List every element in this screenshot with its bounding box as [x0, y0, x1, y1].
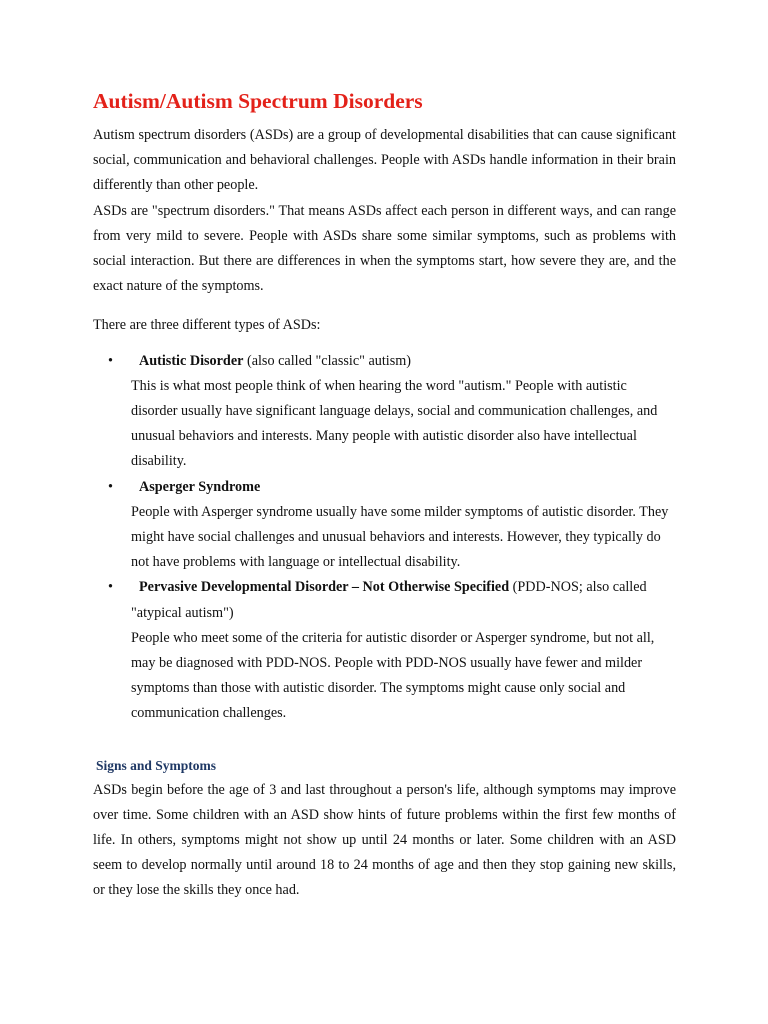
list-item — [93, 575, 676, 726]
list-item — [93, 475, 676, 576]
type-name: Pervasive Developmental Disorder – Not Otherwise Specified — [139, 579, 510, 596]
type-description: This is what most people think of when hearing the word "autism." People with autistic disorder usually have significant language delays, social and communication challenges, and unusual behaviors and interests. Many people with autistic disorder also have intellectual disability. — [131, 377, 658, 470]
intro-paragraph-2: ASDs are "spectrum disorders." That means ASDs affect each person in different ways, and can range from very mild to severe. People with ASDs share some similar symptoms, such as problems with social interaction. But there are differences in when the symptoms start, how severe they are, and the exact nature of the symptoms. — [93, 202, 676, 295]
bullet-icon: • — [108, 352, 113, 369]
bullet-icon: • — [108, 579, 113, 596]
type-suffix: (also called "classic" autism) — [243, 352, 412, 369]
bullet-icon: • — [108, 478, 113, 495]
document-page — [93, 88, 676, 904]
signs-paragraph: ASDs begin before the age of 3 and last throughout a person's life, although symptoms may improve over time. Some children with an ASD show hints of future problems within the first few months of life. In others, symptoms might not show up until 24 months or later. Some children with an ASD seem to develop normally until around 18 to 24 months of age and then they stop gaining new skills, or they lose the skills they once had. — [93, 781, 676, 899]
type-description: People who meet some of the criteria for autistic disorder or Asperger syndrome, but not all, may be diagnosed with PDD-NOS. People with PDD-NOS usually have fewer and milder symptoms than those with autistic disorder. The symptoms might cause only social and communication challenges. — [131, 629, 655, 722]
list-item — [93, 349, 676, 475]
type-name: Autistic Disorder — [139, 352, 244, 369]
type-description: People with Asperger syndrome usually have some milder symptoms of autistic disorder. They might have social challenges and unusual behaviors and interests. However, they typically do not have problems with language or intellectual disability. — [131, 503, 669, 571]
types-lead-text: There are three different types of ASDs: — [93, 317, 321, 334]
intro-paragraph-1: Autism spectrum disorders (ASDs) are a group of developmental disabilities that can cause significant social, communication and behavioral challenges. People with ASDs handle information in their brain differently than other people. — [93, 127, 676, 194]
type-name: Asperger Syndrome — [139, 478, 261, 495]
asd-types-list — [93, 349, 676, 727]
section-heading-signs: Signs and Symptoms — [96, 757, 217, 773]
type-suffix: (PDD-NOS; also called "atypical autism") — [131, 579, 647, 621]
page-title: Autism/Autism Spectrum Disorders — [93, 89, 423, 113]
